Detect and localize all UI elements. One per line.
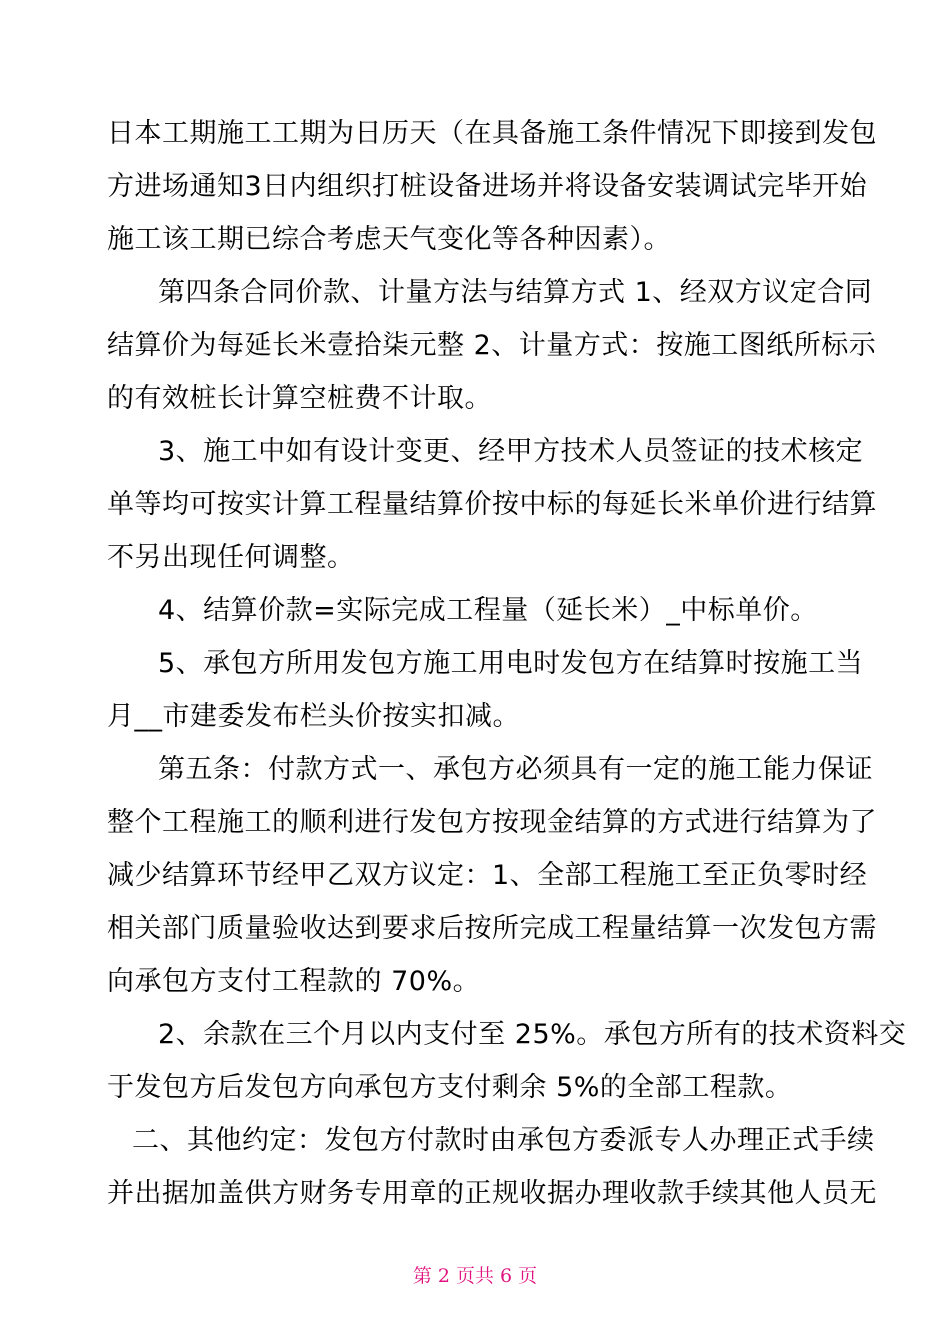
text-line-10: 4、结算价款=实际完成工程量（延长米）_中标单价。 <box>158 595 818 626</box>
text-line-2: 方进场通知3日内组织打桩设备进场并将设备安装调试完毕开始 <box>107 171 868 202</box>
text-line-9: 不另出现任何调整。 <box>107 542 355 573</box>
text-line-16: 相关部门质量验收达到要求后按所完成工程量结算一次发包方需 <box>107 913 877 944</box>
text-line-4: 第四条合同价款、计量方法与结算方式 1、经双方议定合同 <box>158 277 873 308</box>
text-line-17: 向承包方支付工程款的 70%。 <box>107 966 481 997</box>
text-line-1: 日本工期施工工期为日历天（在具备施工条件情况下即接到发包 <box>107 118 877 149</box>
text-line-12: 月__市建委发布栏头价按实扣减。 <box>107 701 520 732</box>
text-line-8: 单等均可按实计算工程量结算价按中标的每延长米单价进行结算 <box>107 489 877 520</box>
text-line-13: 第五条：付款方式一、承包方必须具有一定的施工能力保证 <box>158 754 873 785</box>
text-line-21: 并出据加盖供方财务专用章的正规收据办理收款手续其他人员无 <box>107 1178 877 1209</box>
text-line-20: 二、其他约定：发包方付款时由承包方委派专人办理正式手续 <box>132 1125 875 1156</box>
text-line-11: 5、承包方所用发包方施工用电时发包方在结算时按施工当 <box>158 648 864 679</box>
page-number-footer: 第 2 页共 6 页 <box>412 1265 538 1287</box>
text-line-3: 施工该工期已综合考虑天气变化等各种因素）。 <box>107 224 671 255</box>
text-line-6: 的有效桩长计算空桩费不计取。 <box>107 383 492 414</box>
text-line-15: 减少结算环节经甲乙双方议定：1、全部工程施工至正负零时经 <box>107 860 868 891</box>
text-line-5: 结算价为每延长米壹拾柒元整 2、计量方式：按施工图纸所标示 <box>107 330 877 361</box>
text-line-7: 3、施工中如有设计变更、经甲方技术人员签证的技术核定 <box>158 436 864 467</box>
text-line-18: 2、余款在三个月以内支付至 25%。承包方所有的技术资料交 <box>158 1019 907 1050</box>
text-line-14: 整个工程施工的顺利进行发包方按现金结算的方式进行结算为了 <box>107 807 877 838</box>
text-line-19: 于发包方后发包方向承包方支付剩余 5%的全部工程款。 <box>107 1072 793 1103</box>
